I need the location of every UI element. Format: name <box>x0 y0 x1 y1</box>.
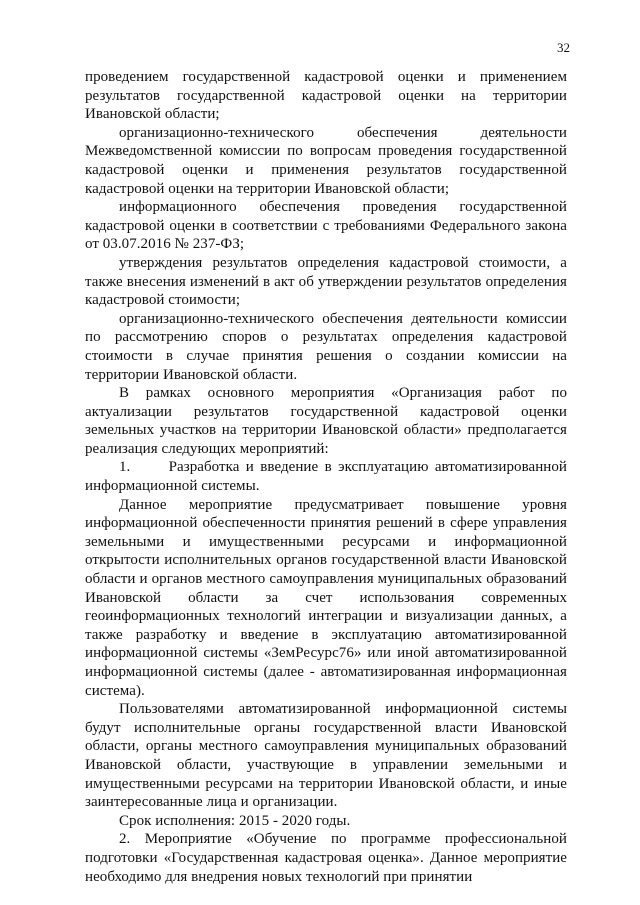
document-body <box>85 68 571 886</box>
paragraph-3: информационного обеспечения проведения государственной кадастровой оценки в соответствии с требованиями Федерального закона от 03.07.2016 № 237-ФЗ; <box>85 199 567 253</box>
paragraph-8: Данное мероприятие предусматривает повышение уровня информационной обеспеченности принятия решений в сфере управления земельными и имущественными ресурсами и информационной открытости исполнительных органов государственной власти Ивановской области и органов местного самоуправления муниципальных образований Ивановской области за счет использования современных геоинформационных технологий интеграции и визуализации данных, а также разработку и введение в эксплуатацию автоматизированной информационной системы «ЗемРесурс76» или иной автоматизированной информационной системы (далее - автоматизированная информационная система). <box>85 496 567 699</box>
paragraph-9: Пользователями автоматизированной информационной системы будут исполнительные органы государственной власти Ивановской области, органы местного самоуправления муниципальных образований Ивановской области, участвующие в управлении земельными и имущественными ресурсами на территории Ивановской области, и иные заинтересованные лица и организации. <box>85 701 567 811</box>
paragraph-7: 1. Разработка и введение в эксплуатацию автоматизированной информационной системы. <box>85 459 571 495</box>
paragraph-6: В рамках основного мероприятия «Организация работ по актуализации результатов государственной кадастровой оценки земельных участков на территории Ивановской области» предполагается реализация следующих мероприятий: <box>85 385 567 457</box>
paragraph-10: Срок исполнения: 2015 - 2020 годы. <box>119 812 351 829</box>
paragraph-2: организационно-технического обеспечения деятельности Межведомственной комиссии по вопросам проведения государственной кадастровой оценки и применения результатов государственной кадастровой оценки на территории Ивановской области; <box>85 124 567 197</box>
paragraph-5: организационно-технического обеспечения деятельности комиссии по рассмотрению споров о результатах определения кадастровой стоимости в случае принятия решения о создании комиссии на территории Ивановской области. <box>85 310 567 383</box>
paragraph-1: проведением государственной кадастровой оценки и применением результатов государственной кадастровой оценки на территории Ивановской области; <box>85 69 567 123</box>
paragraph-4: утверждения результатов определения кадастровой стоимости, а также внесения изменений в акт об утверждении результатов определения кадастровой стоимости; <box>85 254 567 309</box>
paragraph-11: 2. Мероприятие «Обучение по программе профессиональной подготовки «Государственная кадастровая оценка». Данное мероприятие необходимо для внедрения новых технологий при принятии <box>85 831 567 885</box>
page-number: 32 <box>557 40 570 55</box>
